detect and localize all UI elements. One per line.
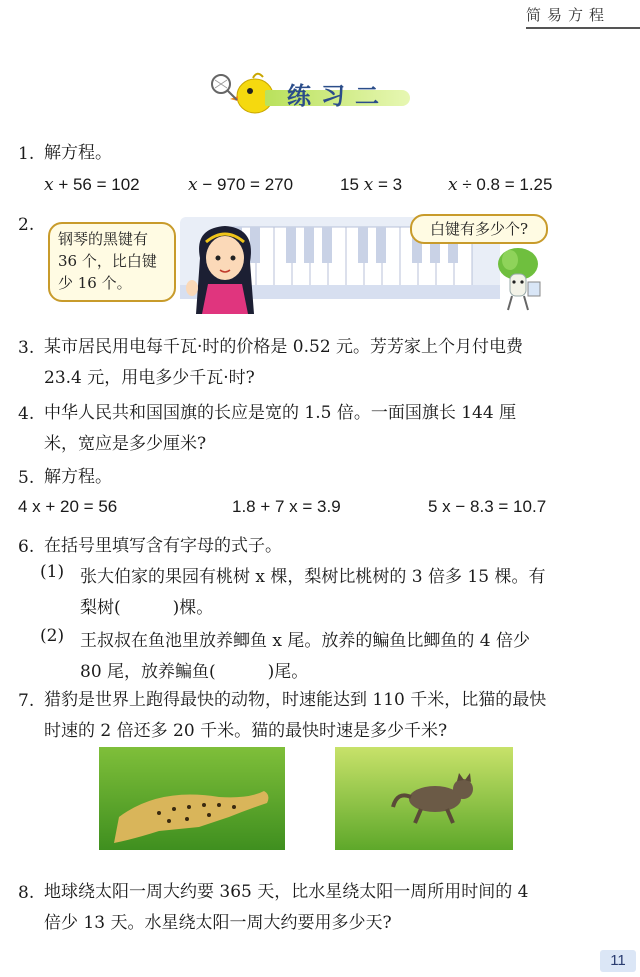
question-8-text: 地球绕太阳一周大约要 365 天，比水星绕太阳一周所用时间的 4 倍少 13 天。水星绕太阳一周大约要用多少天?: [44, 882, 529, 933]
question-6-sub2-label: (2): [40, 626, 65, 646]
equation-1c: 15 x = 3: [340, 175, 403, 195]
equation-5c: 5 x − 8.3 = 10.7: [428, 497, 547, 516]
question-1-number: 1.: [18, 144, 35, 164]
question-7-number: 7.: [18, 691, 35, 711]
question-6-number: 6.: [18, 537, 35, 557]
question-3-number: 3.: [18, 338, 35, 358]
cabbage-character-icon: [488, 242, 548, 312]
equation-1a: x + 56 = 102: [44, 175, 140, 195]
header-rule: [526, 27, 640, 29]
equation-5b: 1.8 + 7 x = 3.9: [232, 497, 341, 516]
question-7-text: 猎豹是世界上跑得最快的动物，时速能达到 110 千米，比猫的最快 时速的 2 倍还多 20 千米。猫的最快时速是多少千米?: [44, 690, 547, 741]
equation-5a: 4 x + 20 = 56: [18, 497, 118, 516]
page-number: 11: [600, 950, 636, 972]
question-3-text: 某市居民用电每千瓦·时的价格是 0.52 元。芳芳家上个月付电费 23.4 元，用电多少千瓦·时?: [44, 337, 524, 388]
question-1-text: 解方程。: [44, 143, 112, 163]
exercise-title-banner: [205, 68, 415, 118]
section-header: 简易方程: [525, 6, 610, 24]
exercise-title: 练习二: [287, 83, 389, 110]
question-4-number: 4.: [18, 404, 35, 424]
question-6-sub1-label: (1): [40, 562, 65, 582]
equation-1d: x ÷ 0.8 = 1.25: [448, 175, 553, 195]
cat-photo: [335, 747, 513, 850]
question-5-text: 解方程。: [44, 467, 112, 487]
speech-bubble-left: 钢琴的黑键有 36 个，比白键 少 16 个。: [48, 222, 176, 302]
question-8-number: 8.: [18, 883, 35, 903]
question-6-text: 在括号里填写含有字母的式子。: [44, 536, 282, 556]
question-2-number: 2.: [18, 215, 35, 235]
piano-illustration: [40, 212, 600, 312]
equation-1b: x − 970 = 270: [188, 175, 294, 195]
girl-character-icon: [180, 218, 270, 314]
question-5-number: 5.: [18, 468, 35, 488]
cheetah-photo: [99, 747, 285, 850]
question-6-sub1-text: 张大伯家的果园有桃树 x 棵，梨树比桃树的 3 倍多 15 棵。有 梨树( )棵。: [80, 567, 546, 618]
question-6-sub2-text: 王叔叔在鱼池里放养鲫鱼 x 尾。放养的鳊鱼比鲫鱼的 4 倍少 80 尾，放养鳊鱼( )尾。: [80, 631, 531, 682]
question-4-text: 中华人民共和国国旗的长应是宽的 1.5 倍。一面国旗长 144 厘 米，宽应是多少厘米?: [44, 403, 517, 454]
speech-bubble-right: 白键有多少个?: [410, 214, 548, 244]
